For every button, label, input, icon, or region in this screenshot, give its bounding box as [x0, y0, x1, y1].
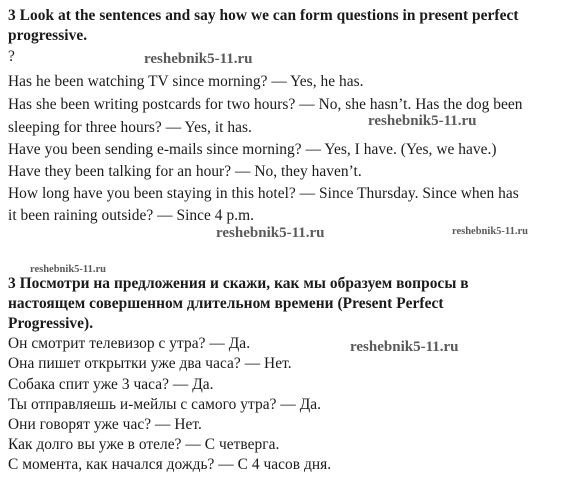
watermark: reshebnik5-11.ru	[216, 225, 325, 241]
watermark: reshebnik5-11.ru	[452, 226, 528, 237]
watermark: reshebnik5-11.ru	[144, 51, 253, 67]
exercise-heading-en-line2: progressive.	[8, 27, 88, 44]
ru-line-3: Собака спит уже 3 часа? — Да.	[8, 376, 214, 393]
watermark: reshebnik5-11.ru	[350, 339, 459, 355]
en-line-3: Has she been writing postcards for two hours? — No, she hasn’t. Has the dog been	[8, 96, 523, 113]
en-line-5: Have you been sending e-mails since morning? — Yes, I have. (Yes, we have.)	[8, 141, 497, 158]
en-line-6: Have they been talking for an hour? — No, they haven’t.	[8, 163, 362, 180]
ru-line-7: С момента, как начался дождь? — С 4 часов дня.	[8, 456, 332, 473]
ru-line-2: Она пишет открытки уже два часа? — Нет.	[8, 355, 292, 372]
exercise-heading-en-line1: 3 Look at the sentences and say how we can form questions in present perfect	[8, 7, 519, 24]
ru-line-4: Ты отправляешь и-мейлы с самого утра? — Да.	[8, 396, 322, 413]
en-line-4: sleeping for three hours? — Yes, it has.	[8, 119, 252, 136]
en-line-8: it been raining outside? — Since 4 p.m.	[8, 207, 255, 224]
ru-line-6: Как долго вы уже в отеле? — С четверга.	[8, 436, 280, 453]
watermark: reshebnik5-11.ru	[368, 113, 477, 129]
ru-line-1: Он смотрит телевизор с утра? — Да.	[8, 335, 251, 352]
en-line-7: How long have you been staying in this hotel? — Since Thursday. Since when has	[8, 185, 519, 202]
exercise-heading-ru-line1: 3 Посмотри на предложения и скажи, как мы образуем вопросы в	[8, 275, 469, 292]
ru-line-5: Они говорят уже час? — Нет.	[8, 416, 202, 433]
en-line-1: ?	[8, 48, 15, 65]
exercise-heading-ru-line3: Progressive).	[8, 315, 94, 332]
en-line-2: Has he been watching TV since morning? — Yes, he has.	[8, 73, 364, 90]
exercise-heading-ru-line2: настоящем совершенном длительном времени (Present Perfect	[8, 295, 444, 312]
watermark: reshebnik5-11.ru	[30, 264, 106, 275]
